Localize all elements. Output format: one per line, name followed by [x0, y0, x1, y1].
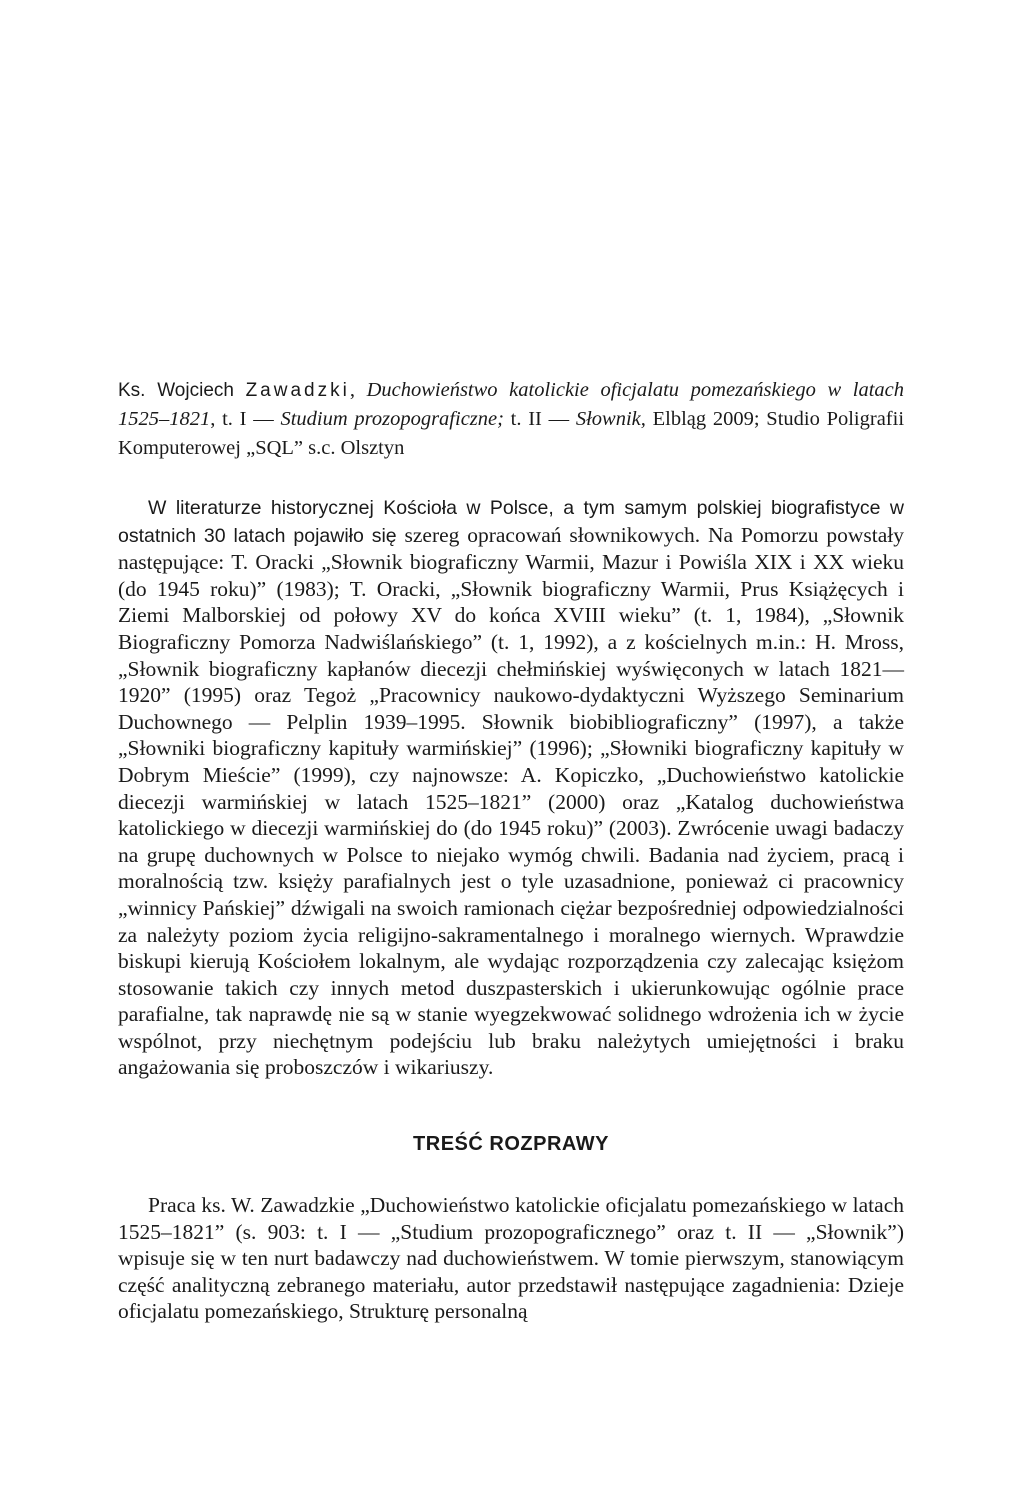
review-citation	[118, 376, 904, 463]
intro-paragraph	[118, 494, 904, 1081]
intro-paragraph-rest: szereg opracowań słownikowych. Na Pomorzu powstały następujące: T. Oracki „Słownik biograficzny Warmii, Mazur i Powiśla XIX i XX wieku (do 1945 roku)” (1983); T. Oracki, „Słownik biograficzny Warmii, Prus Książęcych i Ziemi Malborskiej od połowy XV do końca XVIII wieku” (t. 1, 1984), „Słownik Biograficzny Pomorza Nadwiślańskiego” (t. 1, 1992), a z kościelnych m.in.: H. Mross, „Słownik biograficzny kapłanów diecezji chełmińskiej wyświęconych w latach 1821—1920” (1995) oraz Tegoż „Pracownicy naukowo-dydaktyczni Wyższego Seminarium Duchownego — Pelplin 1939–1995. Słownik biobibliograficzny” (1997), a także „Słowniki biograficzny kapituły warmińskiej” (1996); „Słowniki biograficzny kapituły w Dobrym Mieście” (1999), czy najnowsze: A. Kopiczko, „Duchowieństwo katolickie diecezji warmińskiej w latach 1525–1821” (2000) oraz „Katalog duchowieństwa katolickiego w diecezji warmińskiej do (do 1945 roku)” (2003). Zwrócenie uwagi badaczy na grupę duchownych w Polsce to niejako wymóg chwili. Badania nad życiem, pracą i moralnością tzw. księży parafialnych jest o tyle uzasadnione, ponieważ ci pracownicy „winnicy Pańskiej” dźwigali na swoich ramionach ciężar bezpośredniej odpowiedzialności za należyty poziom życia religijno-sakramentalnego i moralnego wiernych. Wprawdzie biskupi kierują Kościołem lokalnym, ale wydając rozporządzenia czy zalecając księżom stosowanie takich czy innych metod duszpasterskich i ukierunkowując ogólnie prace parafialne, tak naprawdę nie są w stanie wyegzekwować solidnego wdrożenia ich w życie wspólnot, przy niechętnym podejściu lub braku należytych umiejętności i braku angażowania się proboszczów i wikariuszy.	[118, 522, 904, 1080]
citation-author-surname: Zawadzki	[245, 380, 350, 401]
citation-volume-part-2: t. II —	[503, 408, 576, 430]
section-heading: TREŚĆ ROZPRAWY	[413, 1133, 609, 1156]
citation-book-title: Duchowieństwo katolickie oficjalatu pomezańskiego w latach 1525–1821	[118, 379, 905, 430]
citation-publisher: Elbląg 2009; Studio Poligrafii Komputerowej „SQL” s.c. Olsztyn	[118, 408, 905, 459]
section-paragraph: Praca ks. W. Zawadzkie „Duchowieństwo katolickie oficjalatu pomezańskiego w latach 1525–1821” (s. 903: t. I — „Studium prozopograficznego” oraz t. II — „Słownik”) wpisuje się w ten nurt badawczy nad duchowieństwem. W tomie pierwszym, stanowiącym część analityczną zebranego materiału, autor przedstawił następujące zagadnienia: Dzieje oficjalatu pomezańskiego, Strukturę personalną	[118, 1193, 904, 1324]
document-page	[118, 376, 904, 1325]
citation-volume-part-1: , t. I —	[210, 408, 281, 430]
citation-separator: ,	[349, 379, 367, 401]
intro-paragraph-start: W literaturze historycznej Kościoła w Polsce, a tym samym polskiej biografistyce w ostatnich 30 latach pojawiło się	[118, 497, 904, 547]
citation-volume-2-title: Słownik,	[575, 408, 646, 430]
citation-volume-1-title: Studium prozopograficzne;	[280, 408, 504, 430]
citation-title-prefix: Ks. Wojciech	[118, 380, 234, 401]
